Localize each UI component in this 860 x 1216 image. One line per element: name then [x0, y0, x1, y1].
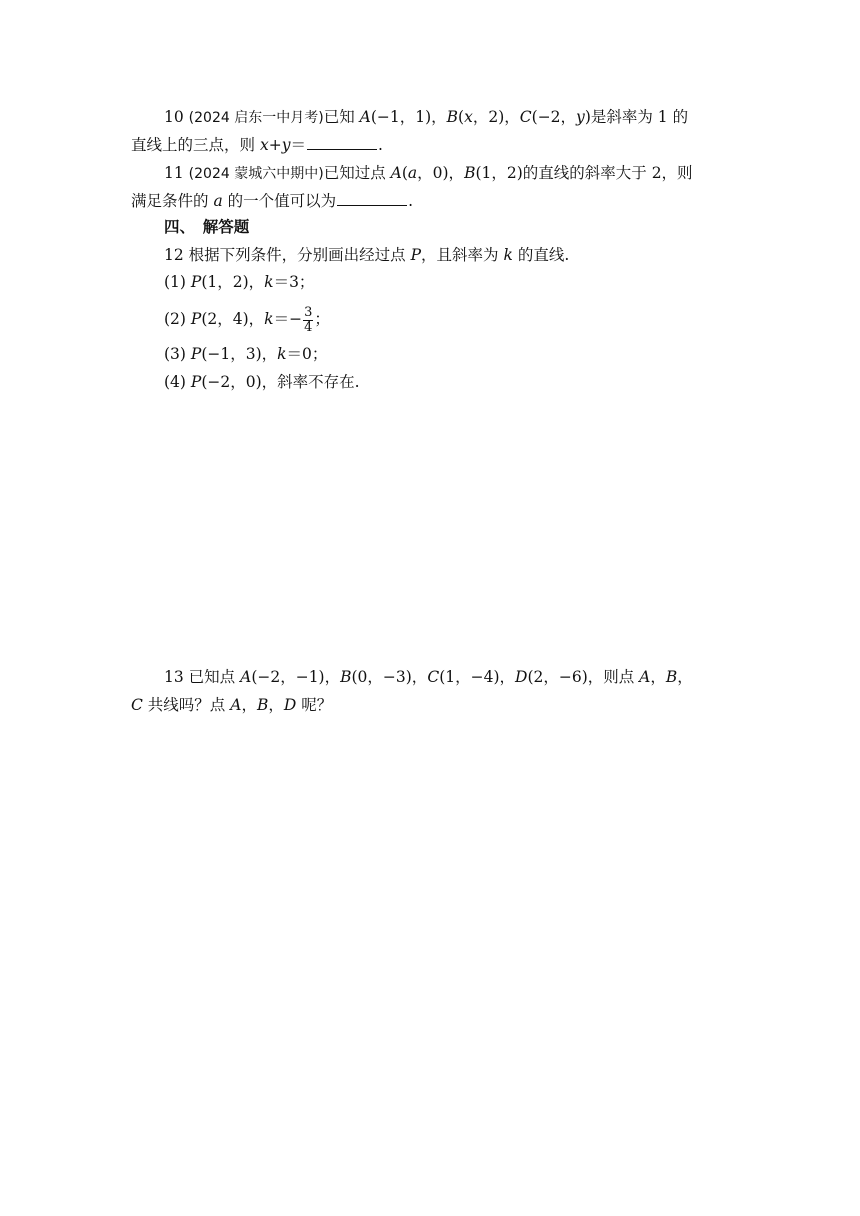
q12-stem-text: 根据下列条件，分别画出经过点	[188, 246, 411, 264]
q11-point-b: B	[464, 164, 476, 182]
fraction-numerator: 3	[304, 304, 313, 320]
q12-item-point: P	[190, 310, 202, 328]
q11-var-a: a	[407, 164, 418, 182]
q11-line2	[131, 191, 413, 211]
q13-point-b-ref2: B	[256, 696, 269, 714]
q10-source: (2024 启东一中月考)	[188, 110, 324, 126]
q10-line2	[131, 135, 383, 155]
q12-item-coord: (2，4)，	[201, 310, 265, 328]
q13-line2-text: 共线吗？点	[142, 696, 231, 714]
q13-point-d-ref: D	[283, 696, 297, 714]
q12-item-value: ＝−	[273, 310, 303, 328]
q13-sep: ，	[650, 668, 666, 686]
q10-coord-b-close: ，2)，	[472, 108, 520, 126]
q12-item-label: (1)	[164, 273, 191, 291]
q13-sep: ，	[268, 696, 284, 714]
q10-coord-c-open: (−2，	[531, 108, 577, 126]
q12-item-coord: (−2，0)，斜率不存在.	[201, 373, 360, 391]
q13-point-d: D	[515, 668, 528, 686]
q13-point-c: C	[427, 668, 440, 686]
q10-text: 已知	[323, 108, 360, 126]
q12-item-coord: (1，2)，	[201, 273, 265, 291]
q12-item-3	[164, 344, 327, 364]
q12-item-tail: ；	[314, 310, 330, 328]
q12-item-value: ＝0；	[286, 345, 328, 363]
q10-line1	[164, 107, 688, 128]
q12-item-1	[164, 272, 314, 292]
q12-item-point: P	[190, 273, 202, 291]
q10-period: .	[377, 136, 383, 154]
q11-coord-b: (1，2)的直线的斜率大于 2，则	[475, 164, 693, 182]
q10-coord-a: (−1，1)，	[370, 108, 447, 126]
q13-coord-d: (2，−6)，则点	[527, 668, 640, 686]
q11-text: 已知过点	[323, 164, 391, 182]
q12-item-label: (4)	[164, 373, 191, 391]
q13-point-b: B	[340, 668, 352, 686]
q13-point-c-ref: C	[131, 696, 143, 714]
q10-point-a: A	[359, 108, 371, 126]
q12-var-k: k	[503, 246, 513, 264]
q11-coord-a-open: (	[401, 164, 408, 182]
q11-answer-blank[interactable]	[337, 191, 407, 206]
q12-item-point: P	[190, 373, 202, 391]
q13-line1	[164, 667, 693, 687]
q10-equals: ＝	[290, 136, 306, 154]
q12-item-k: k	[264, 273, 274, 291]
q12-item-k: k	[277, 345, 287, 363]
q10-number: 10	[164, 108, 184, 126]
q10-line2-text: 直线上的三点，则	[131, 136, 260, 154]
q10-point-b: B	[446, 108, 459, 126]
q11-var-a2: a	[213, 192, 223, 210]
q11-coord-a-close: ，0)，	[417, 164, 465, 182]
q10-expr-y: y	[281, 136, 291, 154]
q12-item-label: (2)	[164, 310, 191, 328]
q10-coord-c-close: )是斜率为 1 的	[584, 108, 689, 126]
q12-item-k: k	[264, 310, 274, 328]
q13-coord-c: (1，−4)，	[439, 668, 515, 686]
q12-item-2	[164, 302, 330, 336]
q13-point-b-ref: B	[665, 668, 678, 686]
q10-point-c: C	[519, 108, 532, 126]
q11-period: .	[408, 192, 414, 210]
q12-fraction	[303, 306, 313, 335]
q10-var-x: x	[464, 108, 473, 126]
q10-var-y: y	[576, 108, 585, 126]
fraction-denominator: 4	[304, 319, 313, 335]
q12-stem	[164, 245, 569, 265]
q11-source: (2024 蒙城六中期中)	[188, 166, 324, 182]
section-heading: 四、 解答题	[164, 218, 250, 236]
q10-expr-x: x	[259, 136, 269, 154]
q13-point-a-ref: A	[639, 668, 651, 686]
q13-text: 已知点	[188, 668, 241, 686]
q12-point-p: P	[410, 246, 422, 264]
q11-line2-text-b: 的一个值可以为	[222, 192, 337, 210]
q13-sep: ，	[677, 668, 693, 686]
q12-item-4	[164, 372, 360, 392]
q13-coord-b: (0，−3)，	[351, 668, 428, 686]
q12-item-coord: (−1，3)，	[201, 345, 278, 363]
q11-line2-text: 满足条件的	[131, 192, 214, 210]
q12-item-label: (3)	[164, 345, 191, 363]
q12-stem-text-b: ，且斜率为	[421, 246, 504, 264]
q13-line2	[131, 695, 332, 715]
q13-line2-text-b: 呢？	[296, 696, 333, 714]
q13-point-a-ref2: A	[230, 696, 242, 714]
q13-point-a: A	[240, 668, 252, 686]
q13-number: 13	[164, 668, 184, 686]
q12-item-value: ＝3；	[273, 273, 315, 291]
q11-number: 11	[164, 164, 184, 182]
q12-stem-text-c: 的直线.	[512, 246, 570, 264]
q13-coord-a: (−2，−1)，	[251, 668, 341, 686]
q11-point-a: A	[390, 164, 402, 182]
q10-answer-blank[interactable]	[307, 135, 377, 150]
q10-coord-b-open: (	[458, 108, 465, 126]
q13-sep: ，	[241, 696, 257, 714]
q12-number: 12	[164, 246, 184, 264]
q12-item-point: P	[190, 345, 202, 363]
q10-plus: +	[268, 136, 282, 154]
q11-line1	[164, 163, 693, 184]
